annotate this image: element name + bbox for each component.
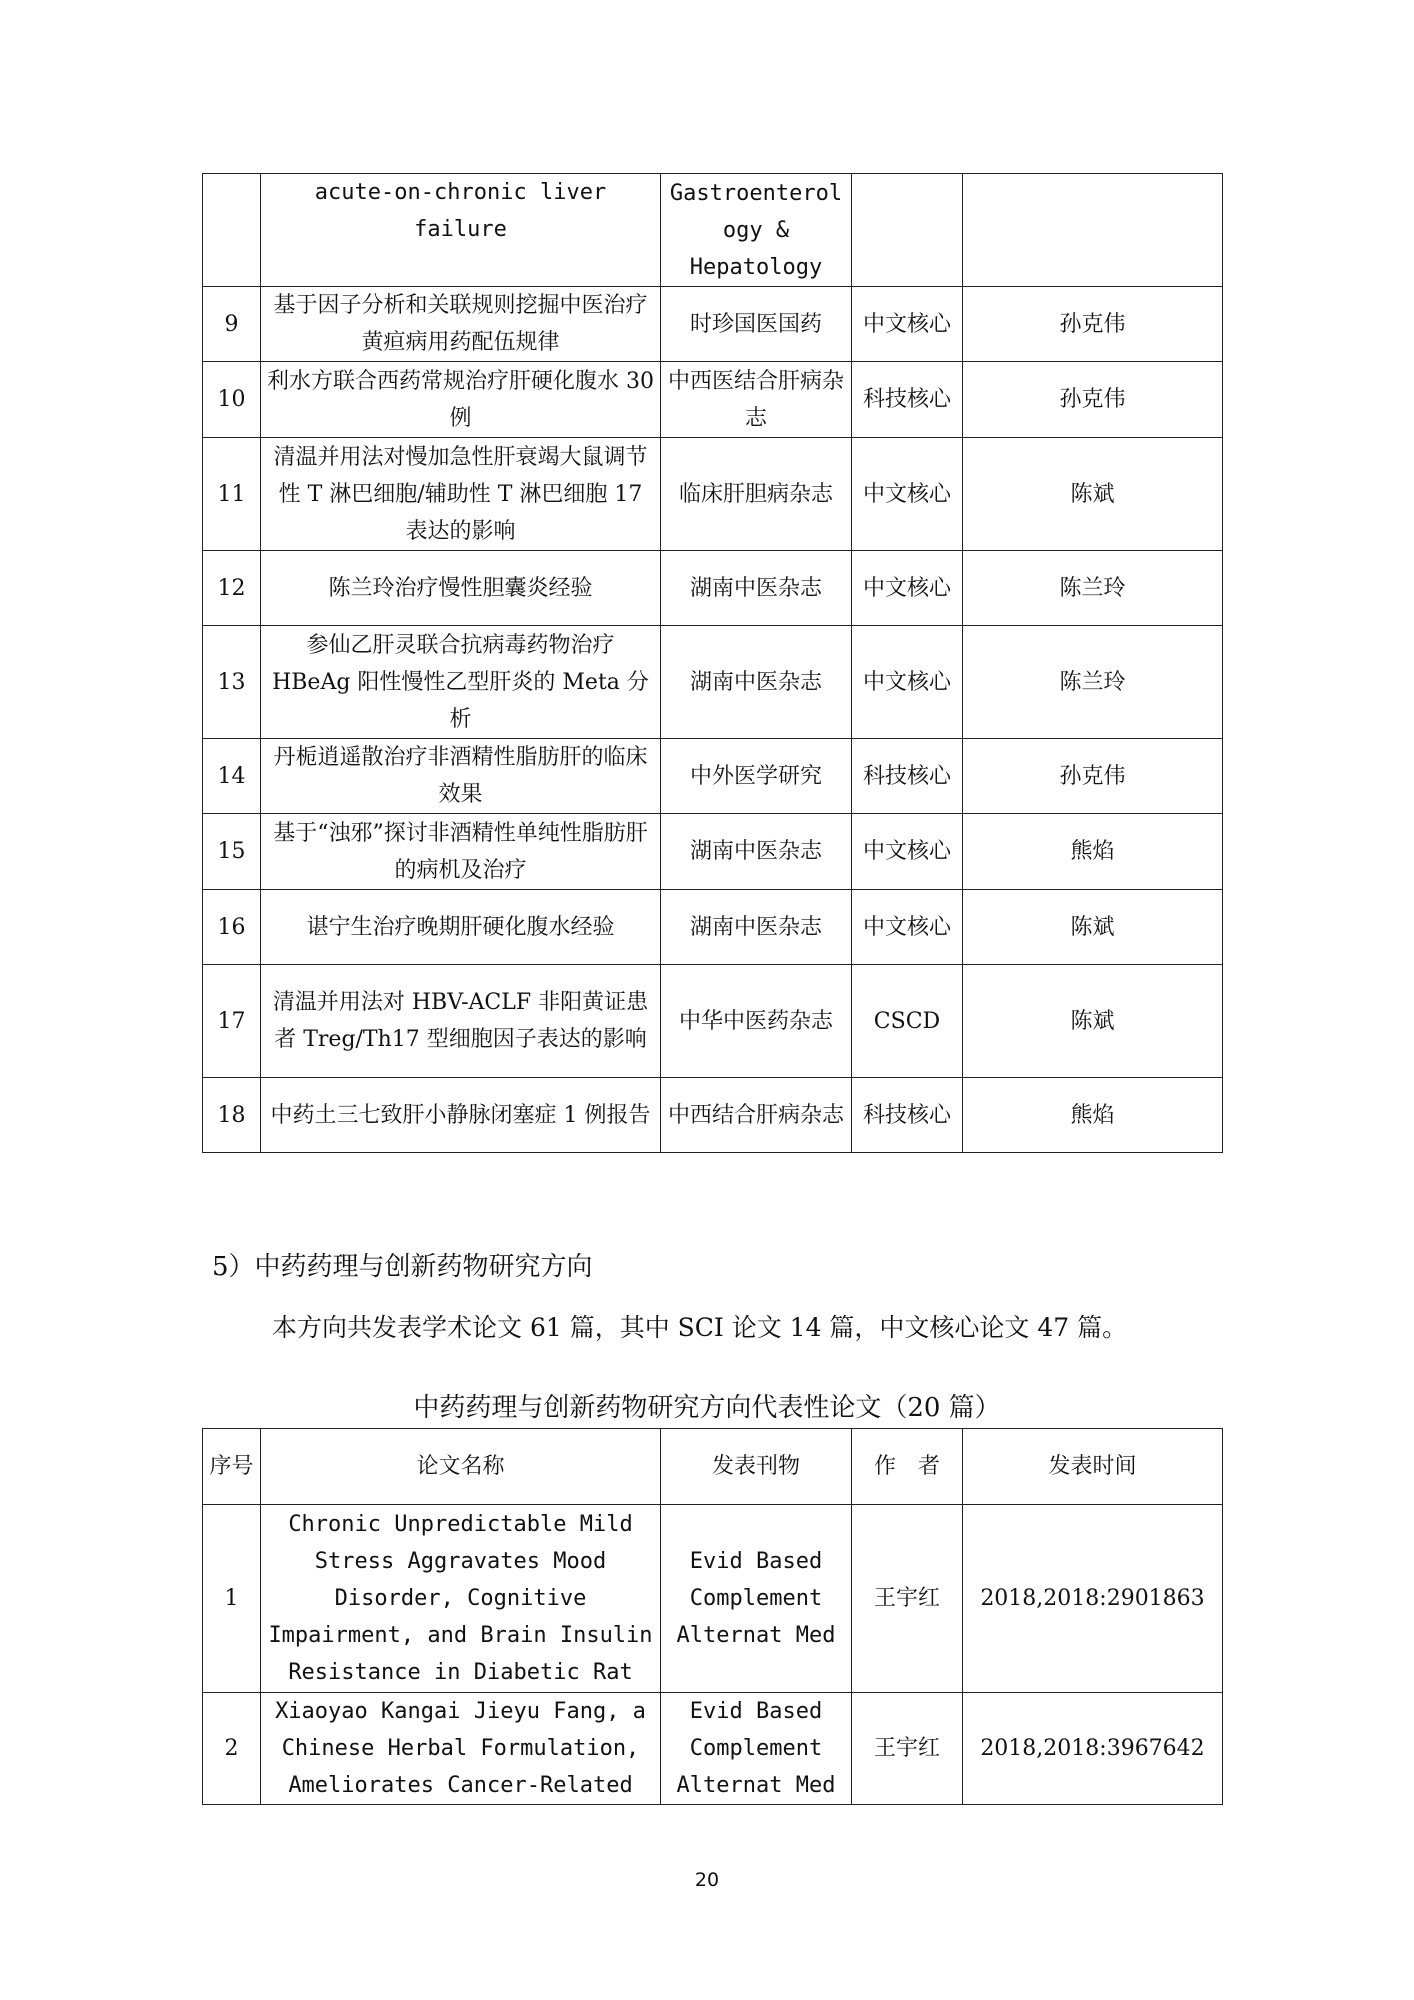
journal-name: 湖南中医杂志 <box>661 890 852 965</box>
publish-date: 2018,2018:2901863 <box>963 1505 1223 1693</box>
author-name: 陈兰玲 <box>963 626 1223 739</box>
table-row <box>203 626 1223 739</box>
journal-name: 中西结合肝病杂志 <box>661 1078 852 1153</box>
row-number: 18 <box>203 1078 261 1153</box>
journal-name: 临床肝胆病杂志 <box>661 438 852 551</box>
journal-level: 中文核心 <box>852 438 963 551</box>
author-name: 陈斌 <box>963 965 1223 1078</box>
paper-title: 陈兰玲治疗慢性胆囊炎经验 <box>261 551 661 626</box>
author-name: 孙克伟 <box>963 739 1223 814</box>
journal-name: 湖南中医杂志 <box>661 551 852 626</box>
row-number: 12 <box>203 551 261 626</box>
journal-level: 科技核心 <box>852 739 963 814</box>
author-name: 陈斌 <box>963 890 1223 965</box>
table-row <box>203 739 1223 814</box>
journal-name: 中华中医药杂志 <box>661 965 852 1078</box>
header-journal: 发表刊物 <box>661 1429 852 1505</box>
journal-name: 湖南中医杂志 <box>661 814 852 890</box>
row-number <box>203 174 261 287</box>
table-header-row <box>203 1429 1223 1505</box>
row-number: 15 <box>203 814 261 890</box>
journal-level: 中文核心 <box>852 551 963 626</box>
author-name: 熊焰 <box>963 814 1223 890</box>
table-row <box>203 1078 1223 1153</box>
author-name: 孙克伟 <box>963 287 1223 362</box>
table-row <box>203 1693 1223 1805</box>
section-heading: 5）中药药理与创新药物研究方向 <box>212 1252 593 1282</box>
header-title: 论文名称 <box>261 1429 661 1505</box>
journal-level: 科技核心 <box>852 362 963 438</box>
table-row <box>203 551 1223 626</box>
paper-title: 清温并用法对 HBV-ACLF 非阳黄证患者 Treg/Th17 型细胞因子表达的影响 <box>261 965 661 1078</box>
author-name: 孙克伟 <box>963 362 1223 438</box>
paper-title: Chronic Unpredictable Mild Stress Aggravates Mood Disorder, Cognitive Impairment, and Brain Insulin Resistance in Diabetic Rat <box>261 1505 661 1693</box>
journal-level: 中文核心 <box>852 626 963 739</box>
journal-name: Gastroenterology & Hepatology <box>661 174 852 287</box>
author-name: 熊焰 <box>963 1078 1223 1153</box>
table-row <box>203 1505 1223 1693</box>
author-name: 王宇红 <box>852 1693 963 1805</box>
journal-level: 中文核心 <box>852 890 963 965</box>
paper-title: acute-on-chronic liver failure <box>261 174 661 287</box>
row-number: 13 <box>203 626 261 739</box>
paper-title: 谌宁生治疗晚期肝硬化腹水经验 <box>261 890 661 965</box>
papers-table-continued <box>202 173 1223 1153</box>
paper-title: 清温并用法对慢加急性肝衰竭大鼠调节性 T 淋巴细胞/辅助性 T 淋巴细胞 17 表达的影响 <box>261 438 661 551</box>
table-row <box>203 287 1223 362</box>
header-date: 发表时间 <box>963 1429 1223 1505</box>
journal-level: CSCD <box>852 965 963 1078</box>
section-summary: 本方向共发表学术论文 61 篇，其中 SCI 论文 14 篇，中文核心论文 47 篇。 <box>272 1313 1128 1342</box>
journal-name: Evid Based Complement Alternat Med <box>661 1505 852 1693</box>
publish-date: 2018,2018:3967642 <box>963 1693 1223 1805</box>
paper-title: 丹栀逍遥散治疗非酒精性脂肪肝的临床效果 <box>261 739 661 814</box>
row-number: 2 <box>203 1693 261 1805</box>
journal-name: 中西医结合肝病杂志 <box>661 362 852 438</box>
paper-title: 中药土三七致肝小静脉闭塞症 1 例报告 <box>261 1078 661 1153</box>
header-author: 作 者 <box>852 1429 963 1505</box>
paper-title: 参仙乙肝灵联合抗病毒药物治疗 HBeAg 阳性慢性乙型肝炎的 Meta 分析 <box>261 626 661 739</box>
row-number: 17 <box>203 965 261 1078</box>
table-row <box>203 362 1223 438</box>
row-number: 9 <box>203 287 261 362</box>
author-name <box>963 174 1223 287</box>
row-number: 10 <box>203 362 261 438</box>
row-number: 11 <box>203 438 261 551</box>
paper-title: 基于因子分析和关联规则挖掘中医治疗黄疸病用药配伍规律 <box>261 287 661 362</box>
paper-title: Xiaoyao Kangai Jieyu Fang, a Chinese Herbal Formulation, Ameliorates Cancer-Related <box>261 1693 661 1805</box>
representative-papers-table <box>202 1428 1223 1805</box>
row-number: 1 <box>203 1505 261 1693</box>
author-name: 陈斌 <box>963 438 1223 551</box>
journal-name: 时珍国医国药 <box>661 287 852 362</box>
paper-title: 利水方联合西药常规治疗肝硬化腹水 30 例 <box>261 362 661 438</box>
author-name: 王宇红 <box>852 1505 963 1693</box>
header-number: 序号 <box>203 1429 261 1505</box>
journal-level: 中文核心 <box>852 814 963 890</box>
table-caption: 中药药理与创新药物研究方向代表性论文（20 篇） <box>413 1393 1001 1423</box>
journal-name: Evid Based Complement Alternat Med <box>661 1693 852 1805</box>
journal-level: 中文核心 <box>852 287 963 362</box>
row-number: 14 <box>203 739 261 814</box>
page-number: 20 <box>694 1869 720 1891</box>
table-row <box>203 814 1223 890</box>
table-row <box>203 890 1223 965</box>
journal-level <box>852 174 963 287</box>
row-number: 16 <box>203 890 261 965</box>
journal-name: 湖南中医杂志 <box>661 626 852 739</box>
journal-name: 中外医学研究 <box>661 739 852 814</box>
table-row <box>203 438 1223 551</box>
paper-title: 基于“浊邪”探讨非酒精性单纯性脂肪肝的病机及治疗 <box>261 814 661 890</box>
author-name: 陈兰玲 <box>963 551 1223 626</box>
journal-level: 科技核心 <box>852 1078 963 1153</box>
table-row <box>203 174 1223 287</box>
table-row <box>203 965 1223 1078</box>
